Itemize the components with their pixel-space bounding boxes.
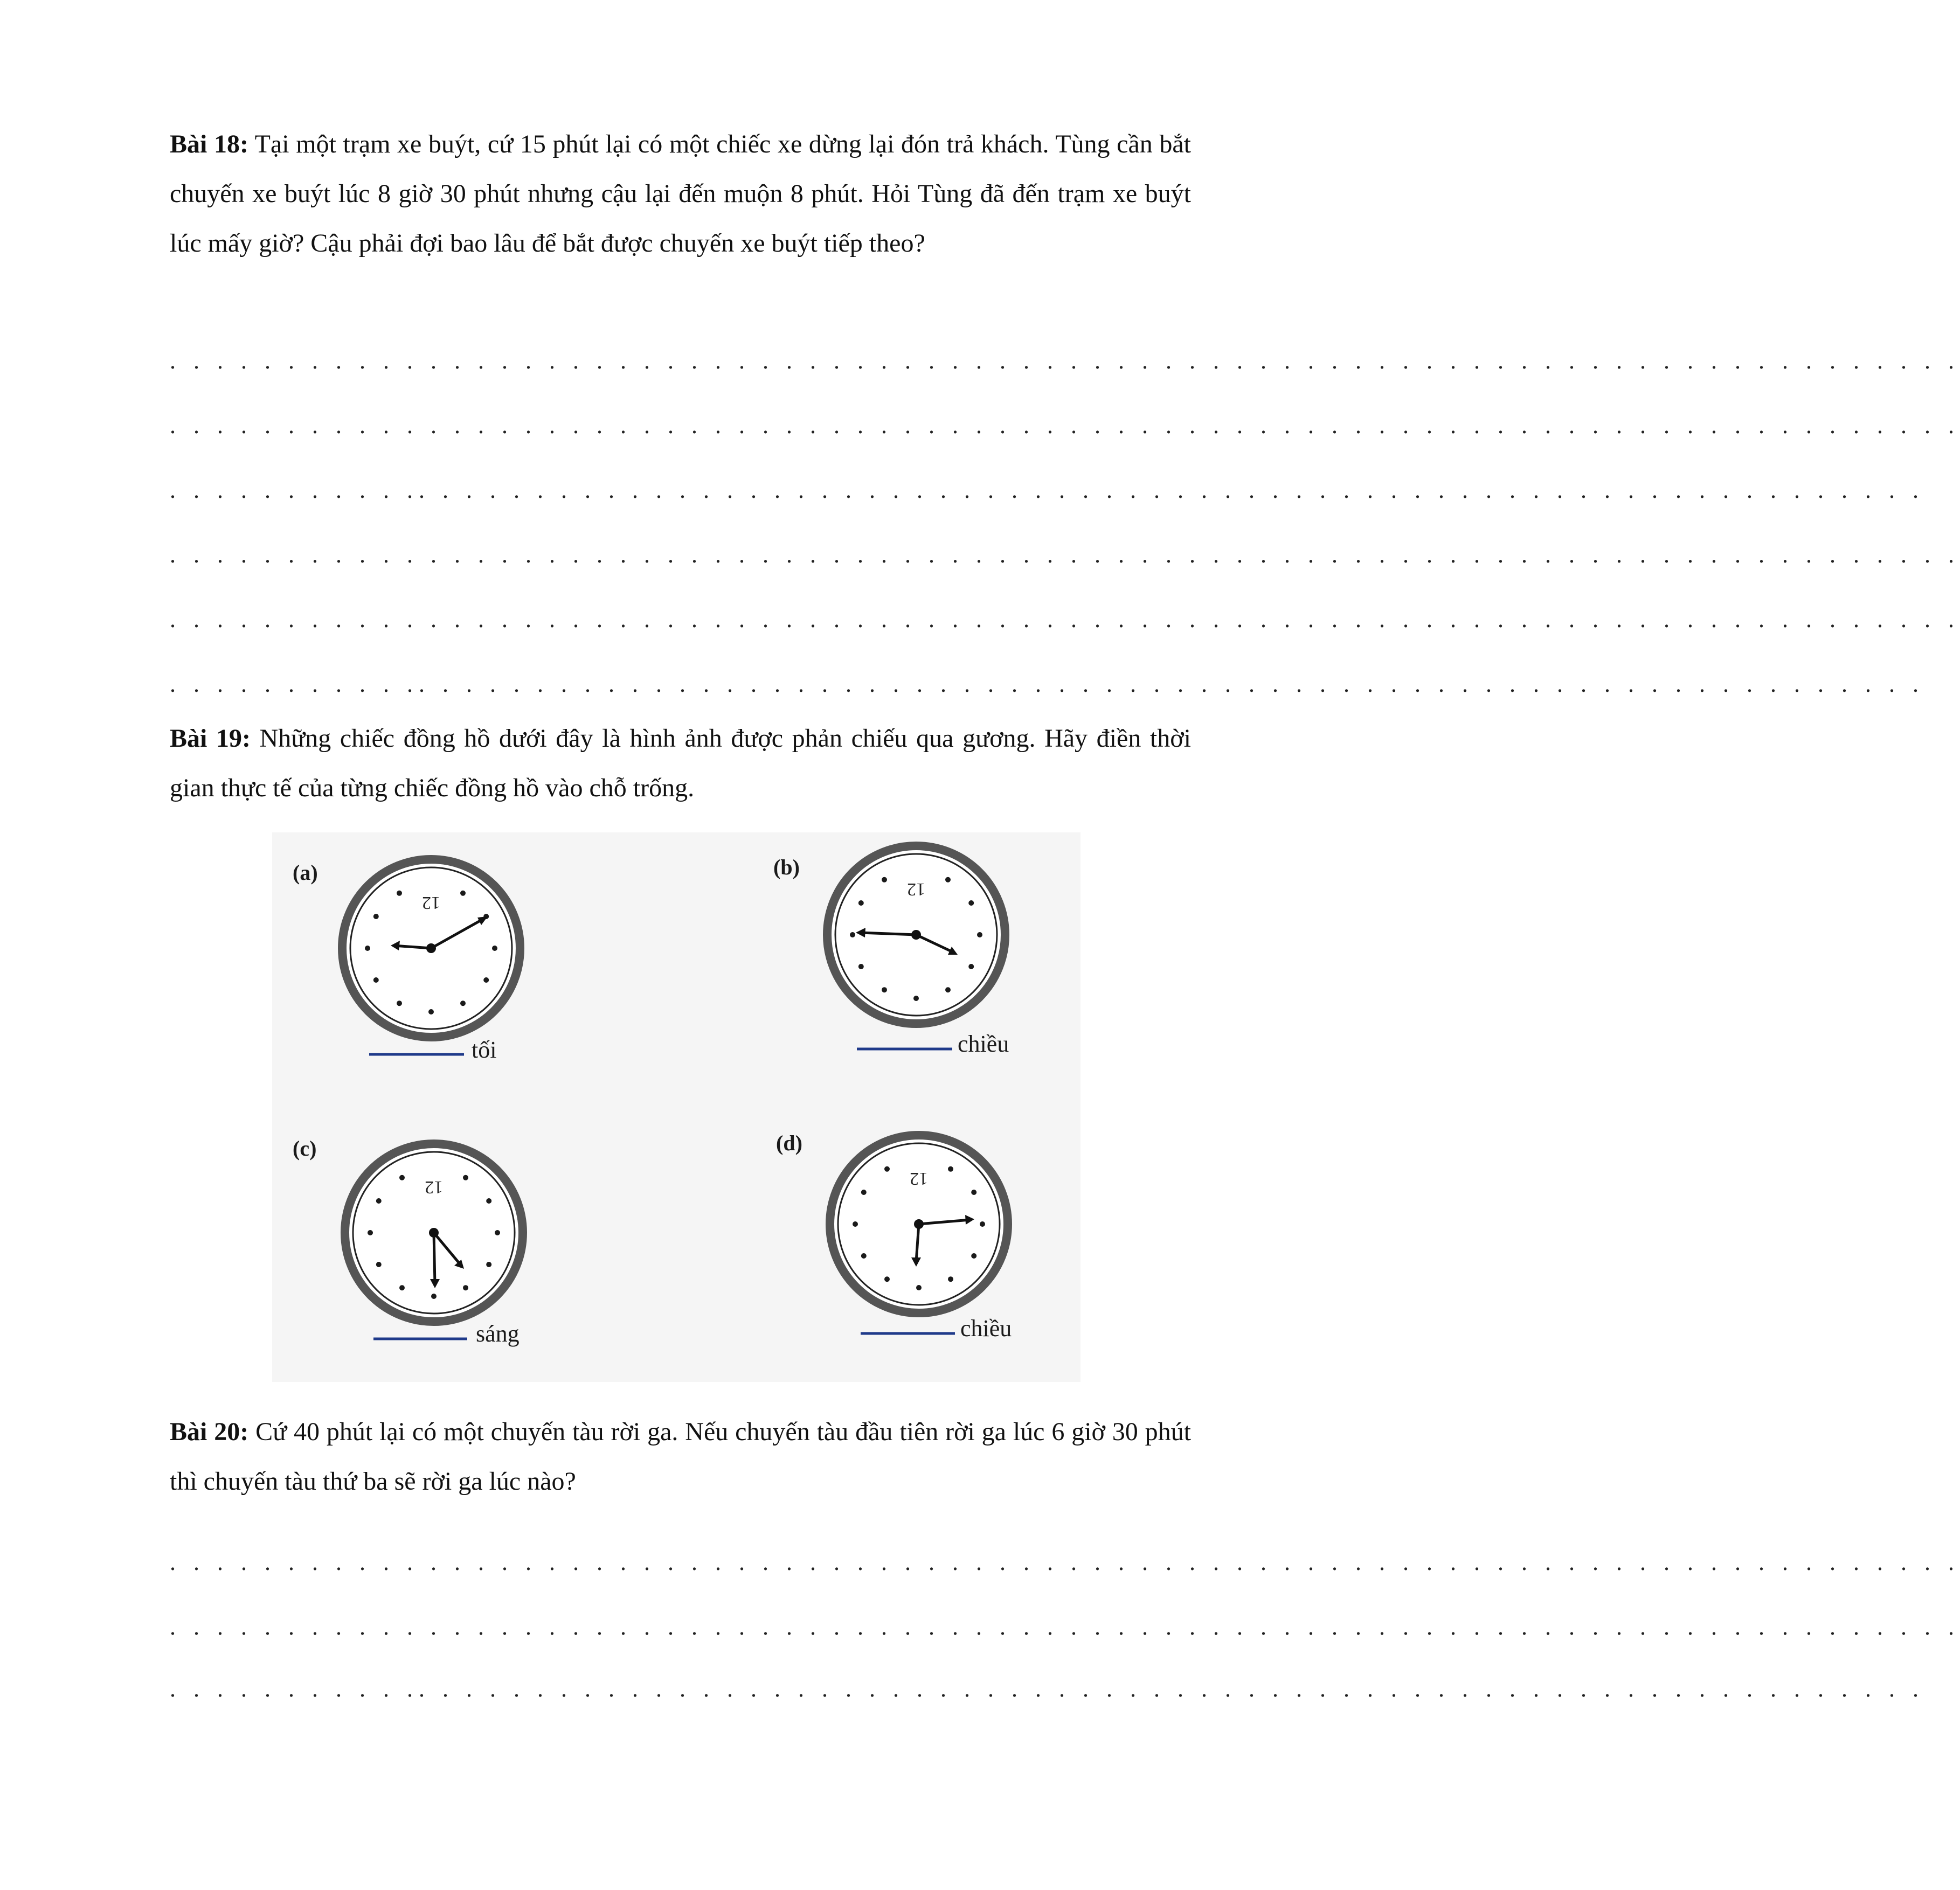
clock-d-face: [830, 1135, 1008, 1313]
hour-dot: [486, 1198, 491, 1204]
hour-dot: [948, 1166, 953, 1172]
hour-dot: [971, 1253, 976, 1259]
clock-d: [776, 1131, 1012, 1342]
clock-a-twelve: 12: [422, 893, 440, 913]
answer-line[interactable]: . . . . . . . . . . . . . . . . . . . . . . . . . . . . . . . . . . . . . . . . . . . . . . . . . . . . . . . . . . . . . . . . . . . . . . . . . . . .: [170, 606, 1960, 633]
hour-dot: [373, 977, 379, 983]
answer-line[interactable]: . . . . . . . . . . . . . . . . . . . . . . . . . . . . . . . . . . . . . . . . . . . . . . . . . . . . . . . . . . . . . . . . . . . . . . . . . . . .: [170, 1614, 1960, 1640]
hour-dot: [431, 1294, 437, 1299]
hour-dot: [968, 900, 974, 906]
hour-dot: [884, 1276, 890, 1282]
clock-c-twelve: 12: [425, 1177, 443, 1197]
hour-dot: [861, 1253, 867, 1259]
hour-dot: [483, 977, 489, 983]
hour-dot: [368, 1230, 373, 1235]
hour-dot: [365, 946, 370, 951]
clock-c-minute-hand: [434, 1233, 435, 1284]
bai-18-label: Bài 18:: [170, 130, 248, 158]
bai-20-text: Cứ 40 phút lại có một chuyến tàu rời ga. Nếu chuyến tàu đầu tiên rời ga lúc 6 giờ 30 phút thì chuyến tàu thứ ba sẽ rời ga lúc nào?: [170, 1418, 1191, 1496]
hour-dot: [397, 891, 402, 896]
hour-dot: [916, 1285, 922, 1290]
hour-dot: [850, 932, 855, 937]
hour-dot: [376, 1262, 382, 1267]
clock-a-label: (a): [293, 860, 318, 885]
hour-dot: [463, 1285, 468, 1290]
bai-20-label: Bài 20:: [170, 1418, 249, 1446]
hour-dot: [882, 987, 887, 992]
clock-a-caption: tối: [472, 1037, 497, 1063]
clock-d-center: [914, 1219, 924, 1229]
bai-18-text: Tại một trạm xe buýt, cứ 15 phút lại có một chiếc xe dừng lại đón trả khách. Tùng cần bắt chuyến xe buýt lúc 8 giờ 30 phút nhưng cậu lại đến muộn 8 phút. Hỏi Tùng đã đến trạm xe buýt lúc mấy giờ? Cậu phải đợi bao lâu để bắt được chuyến xe buýt tiếp theo?: [170, 130, 1191, 258]
hour-dot: [460, 1000, 466, 1006]
hour-dot: [397, 1000, 402, 1006]
clock-a: [293, 859, 520, 1063]
hour-dot: [460, 891, 466, 896]
answer-line[interactable]: . . . . . . . . . . . . . . . . . . . . . . . . . . . . . . . . . . . . . . . . . . . . . . . . . . . . . . . . . . . . . . . . . . . . . . . . . . . .: [170, 348, 1960, 374]
bai-19-question: [170, 714, 1191, 813]
hour-dot: [858, 964, 864, 969]
clock-a-center: [426, 943, 436, 953]
hour-dot: [980, 1221, 985, 1227]
hour-dot: [971, 1190, 976, 1195]
hour-dot: [977, 932, 982, 937]
clock-b: [773, 846, 1009, 1057]
hour-dot: [861, 1190, 867, 1195]
hour-dot: [884, 1166, 890, 1172]
clock-d-label: (d): [776, 1131, 802, 1155]
hour-dot: [853, 1221, 858, 1227]
answer-line[interactable]: . . . . . . . . . . .. . . . . . . . . . . . . . . . . . . . . . . . . . . . . . . . . . . . . . . . . . . . . . . . . . . . . . . . . . . . . . . .: [170, 477, 1924, 503]
hour-dot: [913, 996, 919, 1001]
clock-b-caption: chiều: [958, 1031, 1009, 1057]
hour-dot: [399, 1285, 405, 1290]
answer-line[interactable]: . . . . . . . . . . . . . . . . . . . . . . . . . . . . . . . . . . . . . . . . . . . . . . . . . . . . . . . . . . . . . . . . . . . . . . . . . . . .: [170, 412, 1960, 439]
clock-c-label: (c): [293, 1136, 317, 1161]
clock-b-center: [911, 930, 921, 940]
hour-dot: [492, 946, 497, 951]
bai-20-question: [170, 1407, 1191, 1506]
hour-dot: [945, 877, 951, 883]
clock-b-twelve: 12: [907, 879, 925, 899]
answer-line[interactable]: . . . . . . . . . . . . . . . . . . . . . . . . . . . . . . . . . . . . . . . . . . . . . . . . . . . . . . . . . . . . . . . . . . . . . . . . . . . .: [170, 1549, 1960, 1575]
clocks-svg: [272, 832, 1081, 1382]
clock-b-label: (b): [773, 855, 800, 879]
hour-dot: [373, 914, 379, 919]
clock-c-center: [429, 1228, 439, 1238]
hour-dot: [948, 1276, 953, 1282]
hour-dot: [882, 877, 887, 883]
hour-dot: [968, 964, 974, 969]
clock-d-twelve: 12: [910, 1169, 928, 1189]
clock-d-caption: chiều: [960, 1315, 1012, 1342]
clock-c: [293, 1136, 523, 1347]
hour-dot: [486, 1262, 491, 1267]
mirrored-clocks-figure: [272, 832, 1081, 1382]
hour-dot: [495, 1230, 500, 1235]
clock-c-caption: sáng: [476, 1321, 520, 1347]
hour-dot: [399, 1175, 405, 1180]
answer-line[interactable]: . . . . . . . . . . .. . . . . . . . . . . . . . . . . . . . . . . . . . . . . . . . . . . . . . . . . . . . . . . . . . . . . . . . . . . . . . . .: [170, 671, 1924, 697]
answer-line[interactable]: . . . . . . . . . . . . . . . . . . . . . . . . . . . . . . . . . . . . . . . . . . . . . . . . . . . . . . . . . . . . . . . . . . . . . . . . . . . .: [170, 541, 1960, 568]
hour-dot: [428, 1009, 434, 1015]
clock-c-face: [345, 1144, 523, 1322]
bai-18-question: [170, 120, 1191, 268]
hour-dot: [376, 1198, 382, 1204]
bai-19-label: Bài 19:: [170, 724, 251, 753]
answer-line[interactable]: . . . . . . . . . . .. . . . . . . . . . . . . . . . . . . . . . . . . . . . . . . . . . . . . . . . . . . . . . . . . . . . . . . . . . . . . . . .: [170, 1676, 1924, 1702]
bai-19-text: Những chiếc đồng hồ dưới đây là hình ảnh được phản chiếu qua gương. Hãy điền thời gian thực tế của từng chiếc đồng hồ vào chỗ trống.: [170, 724, 1191, 802]
hour-dot: [945, 987, 951, 992]
hour-dot: [858, 900, 864, 906]
hour-dot: [463, 1175, 468, 1180]
clock-b-face: [827, 846, 1005, 1024]
clock-a-face: [342, 859, 520, 1037]
